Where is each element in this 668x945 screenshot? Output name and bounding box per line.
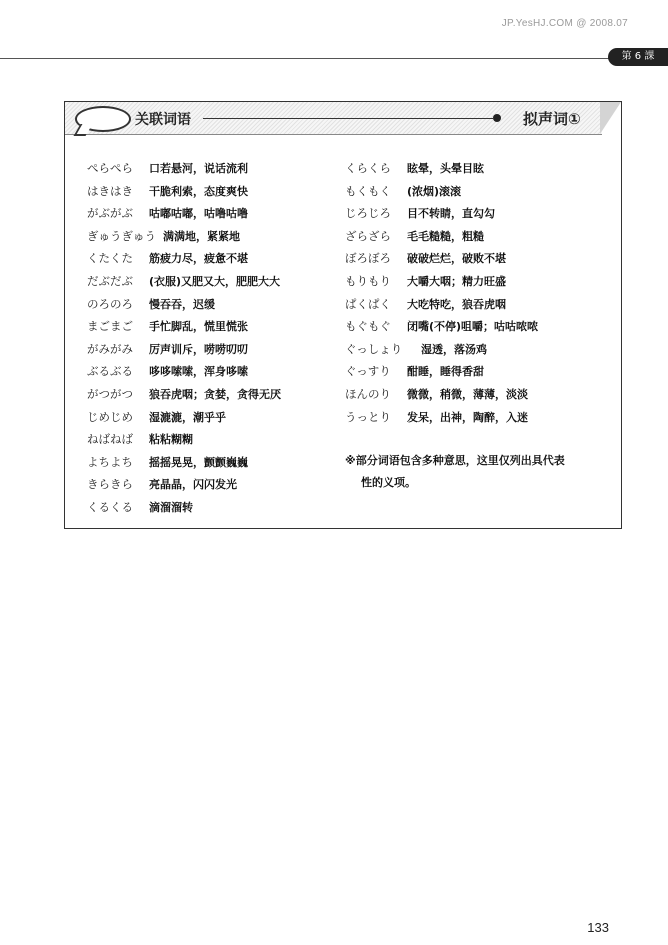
entry-kana: くらくら bbox=[345, 161, 391, 175]
entry-kana: のろのろ bbox=[87, 296, 133, 311]
entry-kana: ぱくぱく bbox=[345, 296, 391, 311]
list-item bbox=[345, 270, 538, 293]
list-item bbox=[87, 360, 281, 383]
banner-dot-icon bbox=[493, 114, 501, 122]
box-banner bbox=[65, 102, 602, 135]
entry-meaning: 口若悬河，说话流利 bbox=[149, 162, 248, 175]
entry-meaning: 湿漉漉，潮乎乎 bbox=[149, 410, 226, 424]
entry-meaning: 酣睡，睡得香甜 bbox=[407, 365, 484, 379]
entry-meaning: 满满地，紧紧地 bbox=[163, 229, 240, 243]
entry-meaning: (浓烟)滚滚 bbox=[407, 184, 462, 198]
list-item bbox=[345, 406, 538, 429]
entry-kana: もくもく bbox=[345, 183, 391, 198]
entry-kana: ぐっすり bbox=[345, 364, 391, 379]
entry-meaning: 闭嘴(不停)咀嚼；咕咕哝哝 bbox=[407, 320, 539, 334]
list-item bbox=[87, 202, 281, 225]
entry-meaning: 慢吞吞，迟缓 bbox=[149, 297, 215, 311]
entry-kana: がみがみ bbox=[87, 341, 133, 356]
entry-meaning: 干脆利索，态度爽快 bbox=[149, 184, 248, 198]
list-item bbox=[87, 406, 281, 429]
entry-kana: もりもり bbox=[345, 273, 391, 288]
entry-kana: うっとり bbox=[345, 409, 391, 424]
list-item bbox=[345, 293, 538, 316]
list-item bbox=[345, 225, 538, 248]
entry-meaning: 发呆，出神，陶醉，入迷 bbox=[407, 410, 528, 424]
lesson-tab: 第 6 課 bbox=[608, 48, 668, 66]
header-rule bbox=[0, 58, 668, 59]
entry-kana: じめじめ bbox=[87, 409, 133, 424]
list-item bbox=[87, 247, 281, 270]
list-item bbox=[87, 180, 281, 203]
entry-kana: くたくた bbox=[87, 251, 133, 266]
banner-line bbox=[203, 118, 493, 119]
entry-kana: ねばねば bbox=[87, 432, 133, 447]
list-item bbox=[87, 293, 281, 316]
entry-meaning: 滴溜溜转 bbox=[149, 500, 193, 514]
footnote-line: ※部分词语包含多种意思，这里仅列出具代表 bbox=[345, 454, 565, 467]
entry-kana: ぎゅうぎゅう bbox=[87, 228, 156, 243]
vocabulary-box bbox=[64, 101, 622, 529]
entry-kana: ぺらぺら bbox=[87, 161, 133, 175]
entry-kana: ぶるぶる bbox=[87, 364, 133, 379]
entry-meaning: 摇摇晃晃，颤颤巍巍 bbox=[149, 455, 248, 469]
entry-meaning: 手忙脚乱，慌里慌张 bbox=[149, 320, 248, 334]
list-item bbox=[87, 428, 281, 451]
entry-meaning: 厉声训斥，唠唠叨叨 bbox=[149, 342, 248, 356]
footnote-line: 性的义项。 bbox=[361, 476, 416, 489]
entry-kana: はきはき bbox=[87, 183, 133, 198]
entry-kana: ぐっしょり bbox=[345, 341, 403, 356]
entry-meaning: 眩晕，头晕目眩 bbox=[407, 162, 484, 175]
list-item bbox=[87, 270, 281, 293]
list-item bbox=[345, 315, 538, 338]
entry-kana: じろじろ bbox=[345, 206, 391, 221]
entry-kana: だぶだぶ bbox=[87, 273, 133, 288]
list-item bbox=[345, 338, 538, 361]
entry-kana: きらきら bbox=[87, 477, 133, 492]
list-item bbox=[87, 315, 281, 338]
list-item bbox=[345, 383, 538, 406]
entry-kana: もぐもぐ bbox=[345, 319, 391, 334]
banner-fold-icon bbox=[600, 102, 621, 134]
entry-kana: ほんのり bbox=[345, 386, 391, 401]
right-column bbox=[345, 157, 538, 428]
entry-meaning: 亮晶晶，闪闪发光 bbox=[149, 478, 237, 492]
entry-meaning: 咕嘟咕嘟，咕噜咕噜 bbox=[149, 207, 248, 221]
entry-meaning: 大吃特吃，狼吞虎咽 bbox=[407, 297, 506, 311]
entry-meaning: 毛毛糙糙，粗糙 bbox=[407, 229, 484, 243]
entry-meaning: 目不转睛，直勾勾 bbox=[407, 207, 495, 221]
entry-meaning: 湿透，落汤鸡 bbox=[421, 342, 487, 356]
entry-meaning: 筋疲力尽，疲惫不堪 bbox=[149, 252, 248, 266]
watermark: JP.YesHJ.COM @ 2008.07 bbox=[501, 18, 628, 29]
list-item bbox=[87, 157, 281, 180]
entry-meaning: 破破烂烂，破败不堪 bbox=[407, 252, 506, 266]
list-item bbox=[345, 247, 538, 270]
entry-kana: まごまご bbox=[87, 319, 133, 334]
entry-kana: ざらざら bbox=[345, 228, 391, 243]
entry-meaning: 粘粘糊糊 bbox=[149, 433, 193, 447]
entry-kana: よちよち bbox=[87, 454, 133, 469]
entry-meaning: 狼吞虎咽；贪婪，贪得无厌 bbox=[149, 387, 281, 401]
list-item bbox=[87, 496, 281, 519]
entry-meaning: 微微，稍微，薄薄，淡淡 bbox=[407, 387, 528, 401]
entry-meaning: 大嚼大咽；精力旺盛 bbox=[407, 274, 506, 288]
footnote bbox=[345, 450, 610, 494]
list-item bbox=[345, 157, 538, 180]
list-item bbox=[345, 360, 538, 383]
entry-kana: ぼろぼろ bbox=[345, 251, 391, 266]
list-item bbox=[345, 180, 538, 203]
related-words-title: 关联词语 bbox=[135, 112, 191, 128]
page-number: 133 bbox=[587, 920, 609, 935]
entry-kana: がぶがぶ bbox=[87, 206, 133, 221]
list-item bbox=[87, 473, 281, 496]
onomatopoeia-title: 拟声词① bbox=[523, 110, 581, 128]
list-item bbox=[345, 202, 538, 225]
entry-meaning: 哆哆嗦嗦，浑身哆嗦 bbox=[149, 365, 248, 379]
list-item bbox=[87, 451, 281, 474]
list-item bbox=[87, 225, 281, 248]
entry-meaning: (衣服)又肥又大，肥肥大大 bbox=[149, 274, 281, 288]
list-item bbox=[87, 383, 281, 406]
left-column bbox=[87, 157, 281, 519]
entry-kana: がつがつ bbox=[87, 386, 133, 401]
entry-kana: くるくる bbox=[87, 499, 133, 514]
list-item bbox=[87, 338, 281, 361]
